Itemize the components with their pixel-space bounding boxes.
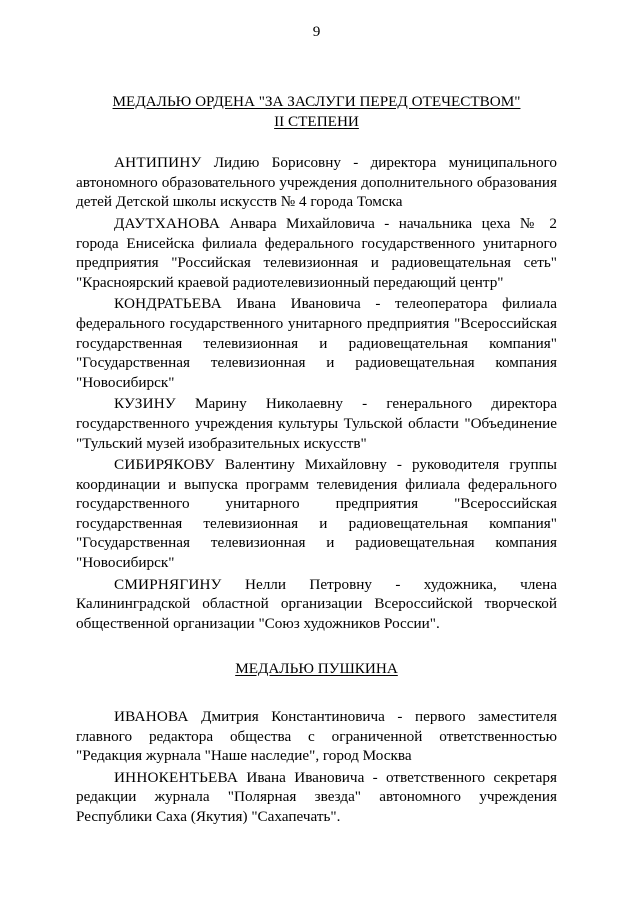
heading-line: II СТЕПЕНИ bbox=[274, 112, 359, 130]
recipient-details: Ивана Ивановича - ответственного секретаря редакции журнала "Полярная звезда" автономного учреждения Республики Саха (Якутия) "Сахапечать". bbox=[76, 768, 557, 825]
award-entry bbox=[76, 707, 557, 766]
award-entry bbox=[76, 768, 557, 827]
section-heading bbox=[76, 92, 557, 131]
recipient-surname: ИННОКЕНТЬЕВА bbox=[114, 768, 239, 786]
heading-line: МЕДАЛЬЮ ОРДЕНА "ЗА ЗАСЛУГИ ПЕРЕД ОТЕЧЕСТВОМ" bbox=[112, 93, 521, 110]
recipient-details: Ивана Ивановича - телеоператора филиала федерального государственного унитарного предприятия "Всероссийская государственная телевизионная и радиовещательная компания" "Государственная телевизионная и радиовещательная компания "Новосибирск" bbox=[76, 295, 557, 391]
page-number: 9 bbox=[312, 23, 321, 40]
section-heading bbox=[76, 659, 557, 679]
section-pushkin-medal bbox=[76, 659, 557, 826]
recipient-details: Валентину Михайловну - руководителя группы координации и выпуска программ телевидения филиала федерального государственного унитарного предприятия "Всероссийская государственная телевизионная и радиовещательная компания" "Государственная телевизионная и радиовещательная компания "Новосибирск" bbox=[76, 456, 557, 572]
award-entry bbox=[76, 394, 557, 453]
recipient-surname: КОНДРАТЬЕВА bbox=[114, 295, 222, 313]
recipient-surname: ИВАНОВА bbox=[114, 708, 189, 726]
award-entry bbox=[76, 153, 557, 212]
award-entry bbox=[76, 455, 557, 573]
recipient-details: Нелли Петровну - художника, члена Калининградской областной организации Всероссийской творческой общественной организации "Союз художников России". bbox=[76, 575, 557, 632]
recipient-surname: КУЗИНУ bbox=[114, 395, 176, 413]
recipient-details: Марину Николаевну - генерального директора государственного учреждения культуры Тульской области "Объединение "Тульский музей изобразительных искусств" bbox=[76, 395, 557, 452]
award-entry bbox=[76, 575, 557, 634]
recipient-details: Дмитрия Константиновича - первого заместителя главного редактора общества с ограниченной ответственностью "Редакция журнала "Наше наследие", город Москва bbox=[76, 708, 557, 765]
recipient-surname: АНТИПИНУ bbox=[114, 154, 202, 172]
recipient-surname: ДАУТХАНОВА bbox=[114, 214, 221, 232]
recipient-details: Лидию Борисовну - директора муниципального автономного образовательного учреждения дополнительного образования детей Детской школы искусств № 4 города Томска bbox=[76, 154, 557, 211]
section-order-medal bbox=[76, 92, 557, 633]
recipient-surname: СМИРНЯГИНУ bbox=[114, 575, 222, 593]
heading-line: МЕДАЛЬЮ ПУШКИНА bbox=[235, 660, 398, 678]
recipient-details: Анвара Михайловича - начальника цеха № 2 города Енисейска филиала федерального государственного унитарного предприятия "Российская телевизионная и радиовещательная сеть" "Красноярский краевой радиотелевизионный передающий центр" bbox=[76, 214, 557, 291]
award-entry bbox=[76, 214, 557, 292]
award-entry bbox=[76, 294, 557, 392]
recipient-surname: СИБИРЯКОВУ bbox=[114, 456, 215, 474]
